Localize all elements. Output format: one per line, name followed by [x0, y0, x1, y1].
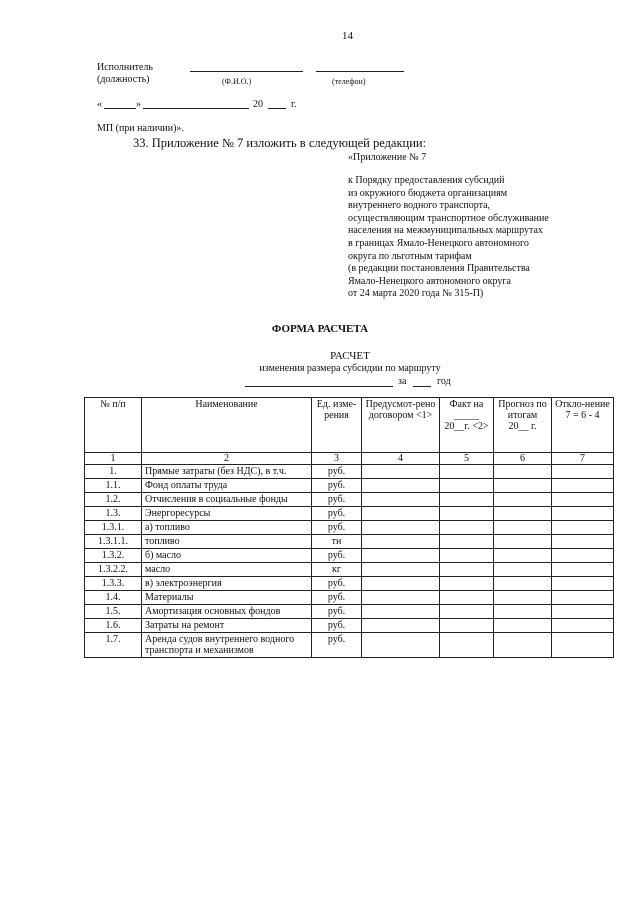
cell-deviation: [552, 605, 614, 619]
cell-forecast: [494, 535, 552, 549]
cell-forecast: [494, 549, 552, 563]
row-name: в) электроэнергия: [142, 577, 312, 591]
phone-caption: (телефон): [332, 77, 366, 86]
date-close-quote: »: [136, 99, 141, 110]
table-row: [85, 479, 614, 493]
cell-deviation: [552, 493, 614, 507]
col-number: 2: [142, 453, 312, 465]
cell-fact: [440, 591, 494, 605]
calc-title: РАСЧЕТ: [330, 350, 370, 362]
seal-note: МП (при наличии)».: [97, 123, 184, 134]
form-title: ФОРМА РАСЧЕТА: [271, 323, 369, 335]
row-num: 1.2.: [85, 493, 142, 507]
cell-planned: [362, 577, 440, 591]
cell-deviation: [552, 465, 614, 479]
cell-deviation: [552, 577, 614, 591]
appendix-line: к Порядку предоставления субсидий: [348, 175, 505, 186]
col-header-name: Наименование: [142, 398, 312, 453]
table-row: [85, 493, 614, 507]
row-num: 1.3.1.1.: [85, 535, 142, 549]
table-row: [85, 563, 614, 577]
row-num: 1.7.: [85, 633, 142, 658]
row-num: 1.3.: [85, 507, 142, 521]
row-unit: кг: [312, 563, 362, 577]
cell-forecast: [494, 605, 552, 619]
row-num: 1.5.: [85, 605, 142, 619]
cell-planned: [362, 465, 440, 479]
cell-planned: [362, 619, 440, 633]
col-number: 5: [440, 453, 494, 465]
page-number: 14: [342, 30, 353, 42]
date-suffix: г.: [291, 99, 297, 110]
cell-fact: [440, 507, 494, 521]
row-name: б) масло: [142, 549, 312, 563]
cell-fact: [440, 479, 494, 493]
cell-forecast: [494, 465, 552, 479]
cell-planned: [362, 563, 440, 577]
appendix-line: осуществляющим транспортное обслуживание: [348, 212, 549, 224]
appendix-line: в границах Ямало-Ненецкого автономного: [348, 237, 529, 249]
row-name: масло: [142, 563, 312, 577]
cell-forecast: [494, 591, 552, 605]
cell-fact: [440, 465, 494, 479]
appendix-line: из окружного бюджета организациям: [348, 187, 508, 199]
cell-deviation: [552, 633, 614, 658]
row-num: 1.3.2.2.: [85, 563, 142, 577]
appendix-line: внутреннего водного транспорта,: [348, 200, 491, 212]
row-unit: руб.: [312, 591, 362, 605]
date-year-line: [268, 108, 286, 109]
cell-fact: [440, 549, 494, 563]
row-unit: руб.: [312, 521, 362, 535]
col-header-fact: Факт на _____ 20__г. <2>: [440, 398, 494, 453]
row-num: 1.: [85, 465, 142, 479]
cell-deviation: [552, 535, 614, 549]
row-unit: руб.: [312, 493, 362, 507]
date-year-prefix: 20: [253, 99, 263, 110]
row-name: Материалы: [142, 591, 312, 605]
executor-label: Исполнитель: [97, 62, 153, 73]
cell-fact: [440, 563, 494, 577]
cell-fact: [440, 521, 494, 535]
table-row: [85, 549, 614, 563]
route-line: [245, 386, 393, 387]
table-row: [85, 465, 614, 479]
row-name: Фонд оплаты труда: [142, 479, 312, 493]
col-number: 3: [312, 453, 362, 465]
cell-deviation: [552, 507, 614, 521]
appendix-line: округа по льготным тарифам: [348, 250, 472, 262]
row-num: 1.1.: [85, 479, 142, 493]
table-row: [85, 507, 614, 521]
phone-line: [316, 71, 404, 72]
cell-fact: [440, 619, 494, 633]
row-name: топливо: [142, 535, 312, 549]
cell-forecast: [494, 493, 552, 507]
calc-subtitle: изменения размера субсидии по маршруту: [259, 363, 441, 374]
col-header-deviation: Откло-нение 7 = 6 - 4: [552, 398, 614, 453]
cell-deviation: [552, 563, 614, 577]
year-line: [413, 386, 431, 387]
cell-forecast: [494, 507, 552, 521]
cell-planned: [362, 549, 440, 563]
table-row: [85, 535, 614, 549]
row-name: Отчисления в социальные фонды: [142, 493, 312, 507]
cell-forecast: [494, 577, 552, 591]
cell-planned: [362, 479, 440, 493]
row-name: Затраты на ремонт: [142, 619, 312, 633]
table-row: [85, 577, 614, 591]
column-number-row: [85, 453, 614, 465]
cell-planned: [362, 521, 440, 535]
row-num: 1.3.3.: [85, 577, 142, 591]
calc-za: за: [398, 376, 407, 387]
col-header-planned: Предусмот-рено договором <1>: [362, 398, 440, 453]
cell-planned: [362, 507, 440, 521]
row-unit: руб.: [312, 605, 362, 619]
appendix-line: населения на межмуниципальных маршрутах: [348, 225, 543, 237]
row-name: а) топливо: [142, 521, 312, 535]
row-num: 1.4.: [85, 591, 142, 605]
row-unit: руб.: [312, 479, 362, 493]
calc-table: [84, 397, 614, 658]
col-number: 6: [494, 453, 552, 465]
row-unit: руб.: [312, 633, 362, 658]
row-unit: тн: [312, 535, 362, 549]
cell-fact: [440, 493, 494, 507]
cell-fact: [440, 577, 494, 591]
row-num: 1.3.1.: [85, 521, 142, 535]
cell-forecast: [494, 633, 552, 658]
fio-line: [190, 71, 303, 72]
cell-forecast: [494, 619, 552, 633]
col-number: 4: [362, 453, 440, 465]
cell-deviation: [552, 479, 614, 493]
appendix-line: от 24 марта 2020 года № 315-П): [348, 288, 484, 300]
cell-fact: [440, 633, 494, 658]
cell-forecast: [494, 521, 552, 535]
item-33: 33. Приложение № 7 изложить в следующей редакции:: [133, 136, 427, 150]
table-header-row: [85, 398, 614, 453]
table-row: [85, 605, 614, 619]
col-number: 7: [552, 453, 614, 465]
fio-caption: (Ф.И.О.): [222, 77, 252, 86]
cell-forecast: [494, 563, 552, 577]
table-row: [85, 633, 614, 658]
cell-deviation: [552, 591, 614, 605]
cell-deviation: [552, 521, 614, 535]
col-header-unit: Ед. изме-рения: [312, 398, 362, 453]
date-open-quote: «: [97, 99, 102, 110]
col-header-num: № п/п: [85, 398, 142, 453]
row-name: Энергоресурсы: [142, 507, 312, 521]
appendix-line: (в редакции постановления Правительства: [348, 263, 530, 275]
col-header-forecast: Прогноз по итогам 20__ г.: [494, 398, 552, 453]
cell-fact: [440, 535, 494, 549]
row-name: Амортизация основных фондов: [142, 605, 312, 619]
cell-planned: [362, 493, 440, 507]
cell-planned: [362, 605, 440, 619]
row-unit: руб.: [312, 465, 362, 479]
row-unit: руб.: [312, 549, 362, 563]
row-unit: руб.: [312, 507, 362, 521]
row-unit: руб.: [312, 577, 362, 591]
row-num: 1.3.2.: [85, 549, 142, 563]
cell-fact: [440, 605, 494, 619]
cell-planned: [362, 535, 440, 549]
appendix-line: Ямало-Ненецкого автономного округа: [348, 275, 511, 287]
row-name: Аренда судов внутреннего водного транспорта и механизмов: [142, 633, 312, 658]
cell-planned: [362, 633, 440, 658]
table-row: [85, 619, 614, 633]
cell-deviation: [552, 619, 614, 633]
cell-deviation: [552, 549, 614, 563]
cell-forecast: [494, 479, 552, 493]
table-row: [85, 521, 614, 535]
row-unit: руб.: [312, 619, 362, 633]
date-day-line: [104, 108, 136, 109]
appendix-text: [348, 175, 633, 301]
appendix-title: «Приложение № 7: [348, 152, 427, 163]
row-name: Прямые затраты (без НДС), в т.ч.: [142, 465, 312, 479]
col-number: 1: [85, 453, 142, 465]
cell-planned: [362, 591, 440, 605]
position-caption: (должность): [97, 74, 150, 85]
calc-god: год: [437, 376, 451, 387]
row-num: 1.6.: [85, 619, 142, 633]
table-row: [85, 591, 614, 605]
date-month-line: [143, 108, 249, 109]
